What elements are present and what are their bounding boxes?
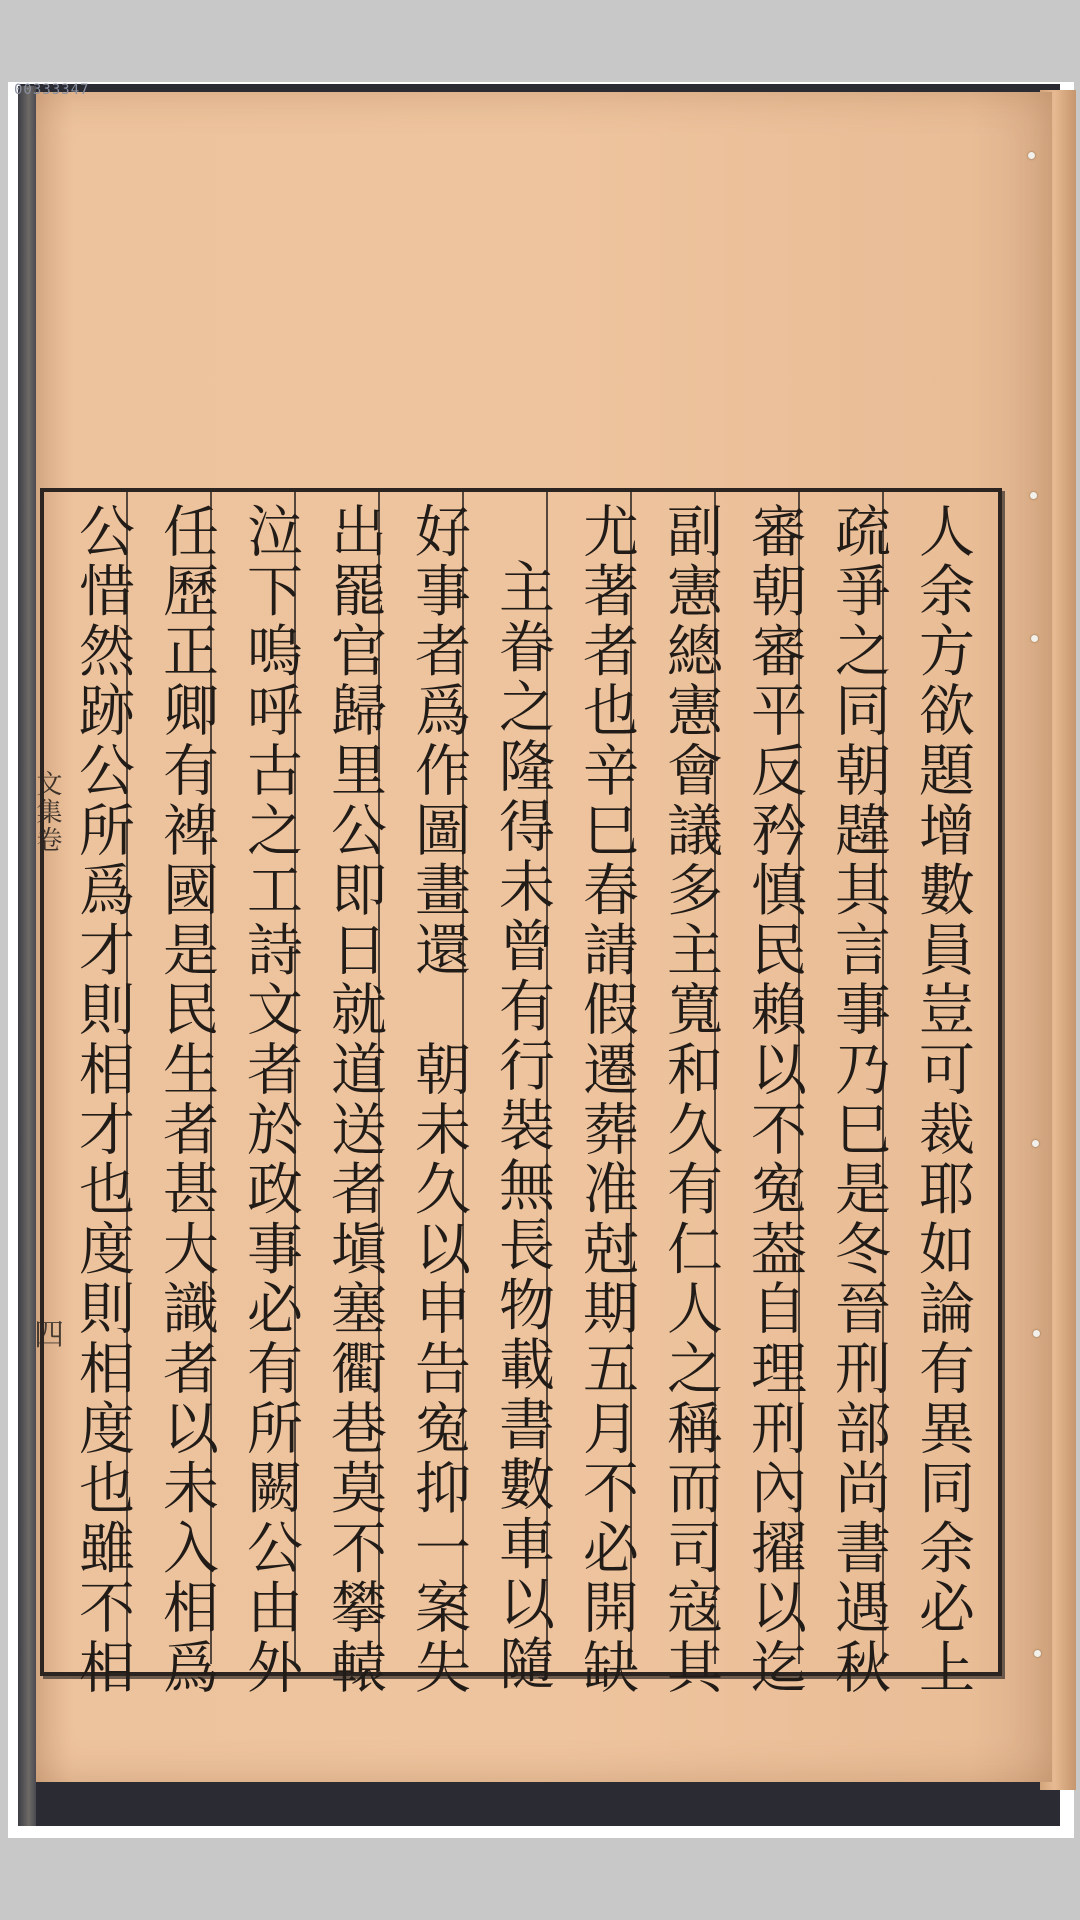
stitch-hole — [1032, 1140, 1039, 1147]
column-text: 尤著者也辛巳春請假遷葬准尅期五月不必開缺 — [574, 502, 639, 1698]
column-text: 任歷正卿有裨國是民生者甚大識者以未入相爲 — [154, 502, 219, 1698]
column-text: 主眷之隆得未曾有行裝無長物載書數車以隨 — [490, 558, 555, 1695]
text-column — [734, 502, 814, 1698]
column-text: 好事者爲作圖畫還 朝未久以申告寃抑一案失 — [406, 502, 471, 1698]
column-text: 疏爭之同朝韙其言事乃巳是冬晉刑部尚書遇秋 — [826, 502, 891, 1698]
text-column — [902, 502, 982, 1698]
stitch-hole — [1030, 492, 1037, 499]
text-column — [650, 502, 730, 1698]
text-column — [230, 502, 310, 1698]
column-text: 人余方欲題增數員豈可裁耶如論有異同余必上 — [910, 502, 975, 1698]
book-spine — [18, 86, 36, 1826]
stitch-hole — [1031, 635, 1038, 642]
column-text: 公惜然跡公所爲才則相才也度則相度也雖不相 — [70, 502, 135, 1698]
stitch-hole — [1033, 1330, 1040, 1337]
page-number: 四 — [34, 1318, 64, 1353]
text-column — [146, 502, 226, 1698]
column-text: 副憲總憲會議多主寬和久有仁人之稱而司寇其 — [658, 502, 723, 1698]
text-column — [314, 502, 394, 1698]
text-column — [482, 502, 562, 1695]
column-text: 審朝審平反矜慎民賴以不寃葢自理刑內擢以迄 — [742, 502, 807, 1698]
stitch-hole — [1028, 152, 1035, 159]
printed-text-block — [40, 488, 1002, 1698]
text-column — [566, 502, 646, 1698]
text-column — [818, 502, 898, 1698]
text-column — [398, 502, 478, 1698]
margin-title: 文集卷 — [32, 770, 62, 854]
column-text: 泣下嗚呼古之工詩文者於政事必有所闕公由外 — [238, 502, 303, 1698]
column-text: 出罷官歸里公即日就道送者塡塞衢巷莫不攀轅 — [322, 502, 387, 1698]
catalog-id: 00333347 — [14, 82, 90, 98]
stitch-hole — [1034, 1650, 1041, 1657]
text-column — [62, 502, 142, 1698]
